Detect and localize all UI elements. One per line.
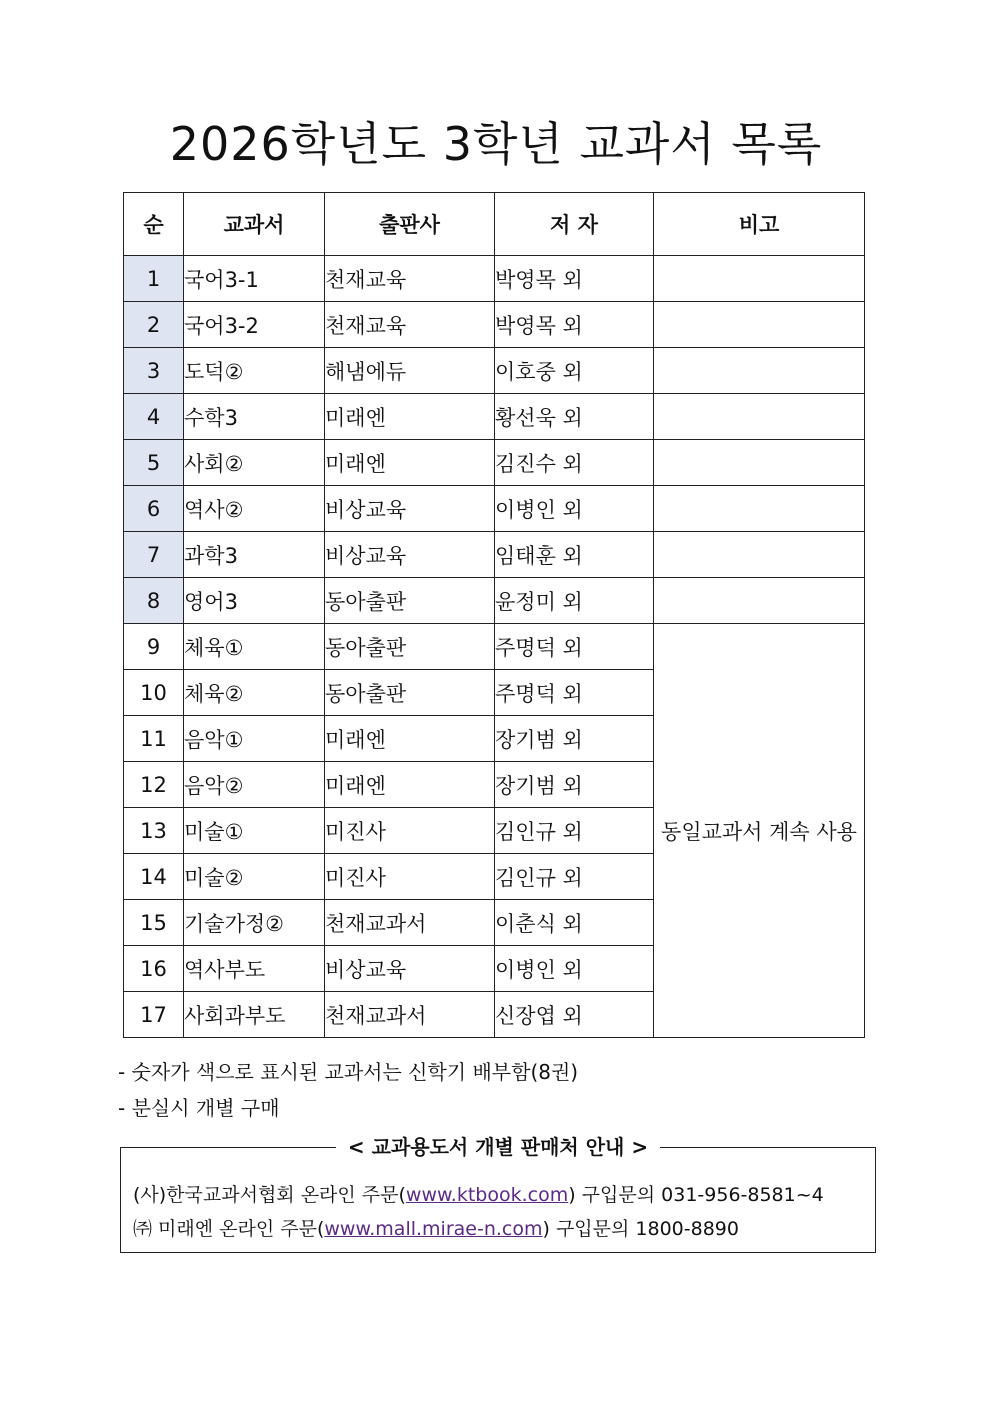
row-book: 영어3: [184, 578, 325, 624]
row-publisher: 천재교육: [325, 256, 495, 302]
miraen-link[interactable]: www.mall.mirae-n.com: [324, 1218, 543, 1240]
table-row: [124, 440, 865, 486]
row-book: 체육①: [184, 624, 325, 670]
row-publisher: 미진사: [325, 854, 495, 900]
row-author: 신장엽 외: [495, 992, 654, 1038]
row-book: 사회②: [184, 440, 325, 486]
row-book: 사회과부도: [184, 992, 325, 1038]
row-author: 윤정미 외: [495, 578, 654, 624]
table-row: [124, 624, 865, 670]
row-book: 국어3-2: [184, 302, 325, 348]
row-number: 5: [124, 440, 184, 486]
header-author: 저 자: [495, 193, 654, 256]
row-book: 미술②: [184, 854, 325, 900]
row-book: 미술①: [184, 808, 325, 854]
row-number: 12: [124, 762, 184, 808]
row-publisher: 미래엔: [325, 440, 495, 486]
row-author: 주명덕 외: [495, 624, 654, 670]
row-author: 박영목 외: [495, 256, 654, 302]
row-book: 수학3: [184, 394, 325, 440]
merged-note: 동일교과서 계속 사용: [654, 624, 865, 1038]
header-no: 순: [124, 193, 184, 256]
row-note: [654, 394, 865, 440]
note-distribution: - 숫자가 색으로 표시된 교과서는 신학기 배부함(8권): [118, 1060, 579, 1084]
row-publisher: 동아출판: [325, 670, 495, 716]
table-row: [124, 578, 865, 624]
row-number: 2: [124, 302, 184, 348]
row-publisher: 천재교육: [325, 302, 495, 348]
table-row: [124, 486, 865, 532]
vendor-line-miraen: ㈜ 미래엔 온라인 주문(www.mall.mirae-n.com) 구입문의 1800-8890: [133, 1218, 739, 1240]
row-number: 14: [124, 854, 184, 900]
row-book: 과학3: [184, 532, 325, 578]
vendor-line-ktbook: (사)한국교과서협회 온라인 주문(www.ktbook.com) 구입문의 031-956-8581~4: [133, 1184, 824, 1206]
row-book: 음악②: [184, 762, 325, 808]
table-row: [124, 532, 865, 578]
row-book: 음악①: [184, 716, 325, 762]
row-note: [654, 578, 865, 624]
row-publisher: 미진사: [325, 808, 495, 854]
row-number: 15: [124, 900, 184, 946]
row-author: 김진수 외: [495, 440, 654, 486]
row-author: 황선욱 외: [495, 394, 654, 440]
row-author: 장기범 외: [495, 716, 654, 762]
row-number: 11: [124, 716, 184, 762]
row-number: 10: [124, 670, 184, 716]
row-book: 기술가정②: [184, 900, 325, 946]
row-number: 3: [124, 348, 184, 394]
table-row: [124, 256, 865, 302]
row-number: 4: [124, 394, 184, 440]
row-author: 이병인 외: [495, 486, 654, 532]
table-body: [124, 256, 865, 1038]
table-row: [124, 302, 865, 348]
note-lost: - 분실시 개별 구매: [118, 1096, 280, 1120]
row-book: 역사부도: [184, 946, 325, 992]
row-publisher: 해냄에듀: [325, 348, 495, 394]
row-author: 박영목 외: [495, 302, 654, 348]
header-book: 교과서: [184, 193, 325, 256]
row-note: [654, 302, 865, 348]
table-row: [124, 394, 865, 440]
header-note: 비고: [654, 193, 865, 256]
row-number: 6: [124, 486, 184, 532]
row-publisher: 미래엔: [325, 716, 495, 762]
table-row: [124, 348, 865, 394]
row-number: 9: [124, 624, 184, 670]
row-publisher: 동아출판: [325, 624, 495, 670]
row-publisher: 미래엔: [325, 762, 495, 808]
row-author: 김인규 외: [495, 854, 654, 900]
ktbook-link[interactable]: www.ktbook.com: [405, 1184, 569, 1206]
row-number: 13: [124, 808, 184, 854]
row-number: 17: [124, 992, 184, 1038]
row-author: 이병인 외: [495, 946, 654, 992]
row-note: [654, 348, 865, 394]
row-author: 이호중 외: [495, 348, 654, 394]
row-publisher: 천재교과서: [325, 992, 495, 1038]
vendor-info-box: [120, 1135, 876, 1253]
row-author: 주명덕 외: [495, 670, 654, 716]
row-publisher: 동아출판: [325, 578, 495, 624]
table-header-row: [124, 193, 865, 256]
page-title: 2026학년도 3학년 교과서 목록: [169, 117, 823, 171]
row-author: 이춘식 외: [495, 900, 654, 946]
row-publisher: 비상교육: [325, 946, 495, 992]
row-publisher: 천재교과서: [325, 900, 495, 946]
row-author: 임태훈 외: [495, 532, 654, 578]
row-note: [654, 256, 865, 302]
row-note: [654, 486, 865, 532]
row-note: [654, 532, 865, 578]
row-author: 장기범 외: [495, 762, 654, 808]
textbook-table: [123, 192, 865, 1038]
row-number: 1: [124, 256, 184, 302]
vendor-box-title: < 교과용도서 개별 판매처 안내 >: [336, 1135, 660, 1159]
row-book: 역사②: [184, 486, 325, 532]
row-note: [654, 440, 865, 486]
notes: [118, 1054, 578, 1126]
row-number: 8: [124, 578, 184, 624]
row-number: 16: [124, 946, 184, 992]
row-publisher: 미래엔: [325, 394, 495, 440]
row-book: 체육②: [184, 670, 325, 716]
row-publisher: 비상교육: [325, 486, 495, 532]
row-book: 국어3-1: [184, 256, 325, 302]
row-number: 7: [124, 532, 184, 578]
row-author: 김인규 외: [495, 808, 654, 854]
header-publisher: 출판사: [325, 193, 495, 256]
row-book: 도덕②: [184, 348, 325, 394]
row-publisher: 비상교육: [325, 532, 495, 578]
